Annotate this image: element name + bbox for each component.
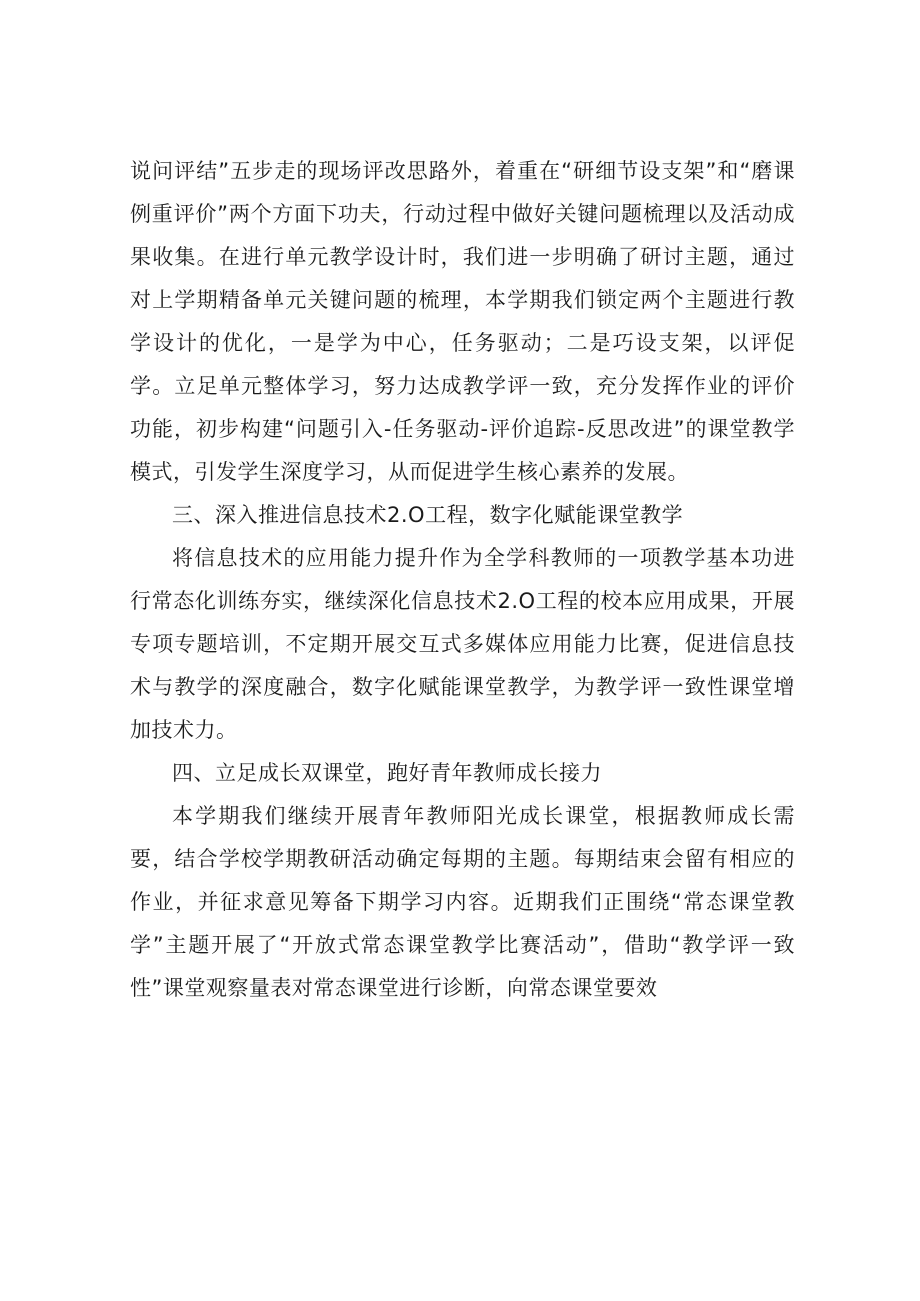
section-heading-4: 四、立足成长双课堂，跑好青年教师成长接力 [172, 761, 602, 785]
paragraph-young-teachers: 本学期我们继续开展青年教师阳光成长课堂，根据教师成长需要，结合学校学期教研活动确定每期的主题。每期结束会留有相应的作业，并征求意见筹备下期学习内容。近期我们正围绕“常态课堂教学”主题开展了“开放式常态课堂教学比赛活动”，借助“教学评一致性”课堂观察量表对常态课堂进行诊断，向常态课堂要效 [130, 804, 795, 1000]
paragraph-info-tech: 将信息技术的应用能力提升作为全学科教师的一项教学基本功进行常态化训练夯实，继续深化信息技术2.O工程的校本应用成果，开展专项专题培训，不定期开展交互式多媒体应用能力比赛，促进信息技术与教学的深度融合，数字化赋能课堂教学，为教学评一致性课堂增加技术力。 [130, 546, 795, 742]
section-heading-3: 三、深入推进信息技术2.O工程，数字化赋能课堂教学 [172, 503, 684, 527]
document-body [130, 150, 795, 1010]
paragraph-continuation: 说问评结”五步走的现场评改思路外，着重在“研细节设支架”和“磨课例重评价”两个方面下功夫，行动过程中做好关键问题梳理以及活动成果收集。在进行单元教学设计时，我们进一步明确了研讨主题，通过对上学期精备单元关键问题的梳理，本学期我们锁定两个主题进行教学设计的优化，一是学为中心，任务驱动；二是巧设支架，以评促学。立足单元整体学习，努力达成教学评一致，充分发挥作业的评价功能，初步构建“问题引入-任务驱动-评价追踪-反思改进”的课堂教学模式，引发学生深度学习，从而促进学生核心素养的发展。 [130, 159, 795, 484]
